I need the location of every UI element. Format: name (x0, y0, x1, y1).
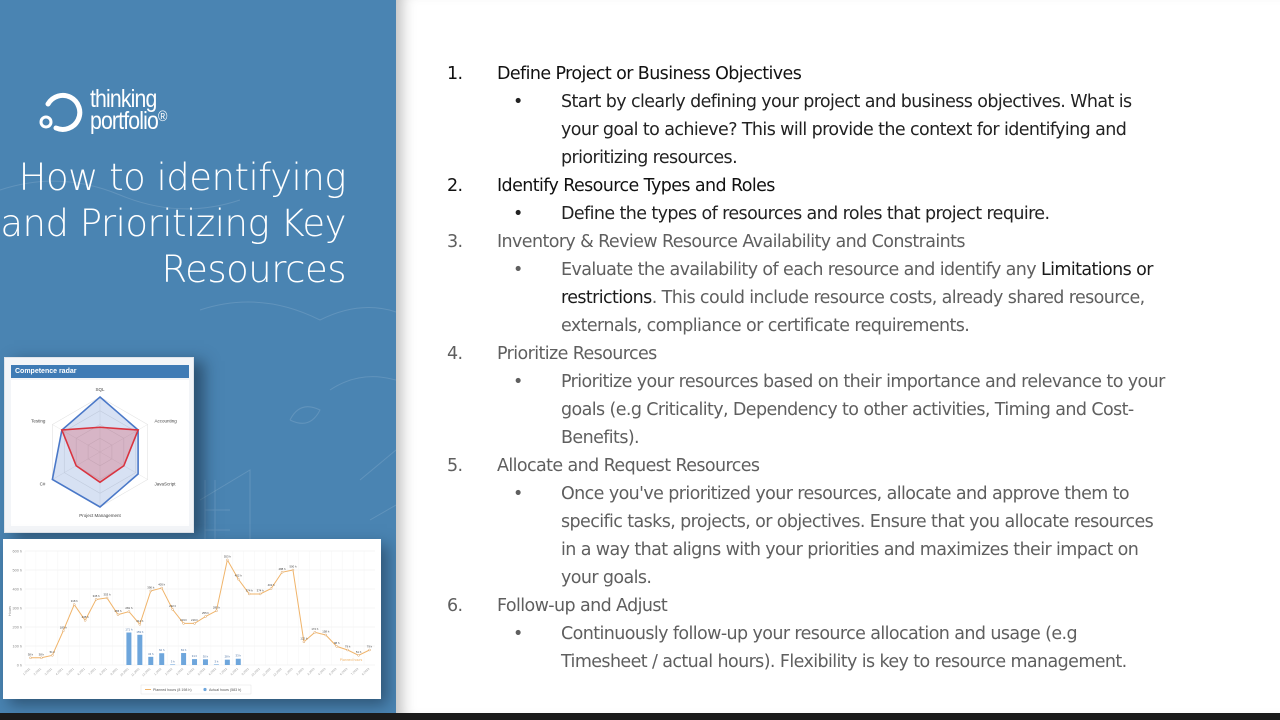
svg-text:171 h: 171 h (125, 627, 133, 632)
step-body-text: Evaluate the availability of each resource and identify any (561, 260, 1042, 280)
svg-text:51 h: 51 h (49, 649, 56, 654)
bullet-icon: • (513, 624, 523, 644)
thinking-portfolio-logo (36, 84, 180, 136)
svg-text:1.2023: 1.2023 (284, 666, 294, 677)
svg-text:292 h: 292 h (169, 604, 177, 609)
svg-text:4.2021: 4.2021 (54, 666, 64, 677)
svg-text:353 h: 353 h (103, 592, 111, 597)
step-body-line: your goal to achieve? This will provide the context for identifying and (561, 120, 1127, 140)
svg-text:9.2021: 9.2021 (109, 666, 119, 677)
y-tick-label: 300 h (12, 606, 22, 611)
svg-text:6.2021: 6.2021 (76, 666, 86, 677)
svg-text:31 h: 31 h (191, 654, 198, 659)
svg-text:390 h: 390 h (147, 585, 155, 590)
svg-text:5.2022: 5.2022 (196, 666, 207, 677)
steps-list (447, 60, 1267, 676)
radar-axis-label: Project Management (79, 513, 121, 518)
bullet-icon: • (513, 92, 523, 112)
step-title: Define Project or Business Objectives (497, 64, 802, 84)
svg-text:158 h: 158 h (322, 629, 330, 634)
svg-text:51 h: 51 h (355, 649, 362, 654)
y-axis-label: Hours (8, 605, 12, 617)
logo-line-2: portfolio (90, 107, 158, 135)
radar-axis-label: Testing (31, 418, 46, 424)
svg-text:374 h: 374 h (256, 588, 264, 593)
svg-text:265 h: 265 h (114, 609, 122, 614)
svg-text:6.2022: 6.2022 (207, 666, 218, 677)
svg-text:1.2021: 1.2021 (21, 666, 32, 677)
y-tick-label: 0 h (16, 663, 22, 668)
svg-text:8.2021: 8.2021 (98, 666, 108, 677)
step-5 (447, 452, 1267, 592)
svg-text:7.2022: 7.2022 (218, 666, 229, 677)
svg-text:28 h: 28 h (224, 654, 231, 659)
title-line: and Prioritizing Key (0, 202, 346, 245)
radar-axis-label: SQL (95, 387, 105, 392)
svg-text:11.2022: 11.2022 (261, 666, 272, 678)
y-tick-label: 200 h (12, 625, 22, 630)
radar-chart (11, 380, 189, 526)
title-panel (0, 0, 396, 713)
title-line: How to identifying (18, 156, 346, 199)
step-body-line: in a way that aligns with your priorities and maximizes their impact on (561, 540, 1139, 560)
bullet-icon: • (513, 204, 523, 224)
svg-text:10.2021: 10.2021 (119, 666, 130, 678)
bullet-icon: • (513, 372, 523, 392)
hours-line-bar-chart (3, 539, 381, 699)
bullet-icon: • (513, 484, 523, 504)
step-body-text: . This could include resource costs, already shared resource, (651, 288, 1145, 308)
svg-text:318 h: 318 h (70, 599, 78, 604)
svg-text:5.2023: 5.2023 (328, 666, 338, 677)
bullet-icon: • (513, 260, 523, 280)
svg-text:180 h: 180 h (59, 625, 67, 630)
registered-mark: ® (157, 108, 167, 125)
step-6 (447, 592, 1267, 676)
svg-text:553 h: 553 h (223, 554, 231, 559)
svg-text:345 h: 345 h (92, 593, 100, 598)
svg-text:43 h: 43 h (148, 651, 154, 656)
radar-chart-svg (11, 380, 189, 526)
step-body-line (561, 284, 1267, 312)
svg-text:7.2021: 7.2021 (87, 666, 97, 677)
svg-text:7.2023: 7.2023 (349, 666, 360, 677)
step-body-emphasis: restrictions (561, 288, 652, 308)
step-title: Prioritize Resources (497, 344, 657, 364)
y-tick-label: 400 h (12, 587, 22, 592)
bottom-bar (0, 713, 1280, 720)
svg-text:79 h: 79 h (366, 644, 373, 649)
svg-text:255 h: 255 h (201, 611, 209, 616)
step-body-line (561, 256, 1267, 284)
svg-text:63 h: 63 h (180, 648, 187, 653)
step-number: 5. (447, 456, 463, 476)
step-number: 4. (447, 344, 463, 364)
competence-radar-card (4, 357, 194, 533)
step-body-line: goals (e.g Criticality, Dependency to other activities, Timing and Cost- (561, 400, 1134, 420)
svg-text:214 h: 214 h (136, 618, 144, 623)
step-title: Identify Resource Types and Roles (497, 176, 775, 196)
svg-text:159 h: 159 h (136, 629, 144, 634)
svg-text:2.2021: 2.2021 (32, 666, 43, 677)
svg-text:374 h: 374 h (245, 588, 253, 593)
svg-text:38 h: 38 h (27, 652, 34, 657)
svg-text:281 h: 281 h (125, 606, 133, 611)
svg-text:285 h: 285 h (212, 605, 220, 610)
svg-text:38 h: 38 h (38, 652, 45, 657)
step-number: 1. (447, 64, 463, 84)
svg-text:405 h: 405 h (158, 582, 166, 587)
svg-text:452 h: 452 h (234, 573, 242, 578)
svg-text:8.2022: 8.2022 (229, 666, 239, 677)
step-body-line: Timesheet / actual hours). Flexibility is key to resource management. (561, 652, 1127, 672)
svg-text:12.2022: 12.2022 (272, 666, 283, 678)
step-1 (447, 60, 1267, 172)
radar-card-header: Competence radar (11, 365, 189, 378)
step-3 (447, 228, 1267, 340)
svg-text:3.2023: 3.2023 (306, 666, 316, 677)
step-body-line: Define the types of resources and roles that project require. (561, 204, 1050, 224)
svg-text:2.2022: 2.2022 (164, 666, 174, 677)
svg-text:9.2022: 9.2022 (240, 666, 250, 677)
logo-line-1: thinking (90, 85, 157, 113)
svg-text:8.2023: 8.2023 (360, 666, 371, 677)
svg-text:98 h: 98 h (333, 640, 340, 645)
svg-text:219 h: 219 h (191, 617, 199, 622)
radar-axis-label: C# (39, 481, 46, 487)
svg-text:500 h: 500 h (289, 564, 297, 569)
logo-ring-icon (36, 84, 88, 136)
svg-text:402 h: 402 h (267, 583, 275, 588)
step-body-line: Benefits). (561, 428, 640, 448)
svg-text:488 h: 488 h (278, 566, 286, 571)
step-body-line: prioritizing resources. (561, 148, 738, 168)
svg-text:2.2023: 2.2023 (295, 666, 305, 677)
svg-text:172 h: 172 h (311, 626, 319, 631)
step-body-line: Start by clearly defining your project and business objectives. What is (561, 92, 1132, 112)
svg-text:4.2022: 4.2022 (185, 666, 196, 677)
svg-text:3 h: 3 h (170, 659, 175, 664)
step-4 (447, 340, 1267, 452)
svg-text:1.2022: 1.2022 (153, 666, 163, 677)
y-tick-label: 600 h (12, 549, 22, 554)
y-tick-label: 500 h (12, 568, 22, 573)
step-body-emphasis: Limitations or (1041, 260, 1153, 280)
step-body-line: your goals. (561, 568, 652, 588)
step-body-line: Prioritize your resources based on their importance and relevance to your (561, 372, 1165, 392)
svg-text:3 h: 3 h (214, 659, 219, 664)
step-body-line: specific tasks, projects, or objectives. Ensure that you allocate resources (561, 512, 1154, 532)
radar-axis-label: Accounting (154, 418, 177, 424)
svg-text:4.2023: 4.2023 (317, 666, 327, 677)
svg-text:219 h: 219 h (180, 617, 188, 622)
svg-text:3.2021: 3.2021 (43, 666, 54, 677)
step-title: Inventory & Review Resource Availability and Constraints (497, 232, 965, 252)
radar-axis-label: JavaScript (154, 481, 176, 487)
step-2 (447, 172, 1267, 228)
svg-text:30 h: 30 h (202, 654, 209, 659)
svg-text:235 h: 235 h (81, 614, 89, 619)
step-number: 3. (447, 232, 463, 252)
step-title: Allocate and Request Resources (497, 456, 760, 476)
slide-title (0, 155, 346, 293)
svg-text:3.2022: 3.2022 (174, 666, 185, 677)
svg-text:5.2021: 5.2021 (65, 666, 75, 677)
svg-text:10.2022: 10.2022 (250, 666, 261, 678)
legend-actual[interactable]: Actual hours (583 h) (209, 688, 242, 692)
svg-text:79 h: 79 h (344, 644, 351, 649)
svg-text:11.2021: 11.2021 (130, 666, 141, 678)
y-tick-label: 100 h (12, 644, 22, 649)
svg-text:6.2023: 6.2023 (339, 666, 349, 677)
svg-text:12.2021: 12.2021 (140, 666, 152, 678)
legend-planned[interactable]: Planned hours (8 198 h) (153, 688, 192, 692)
step-title: Follow-up and Adjust (497, 596, 668, 616)
svg-text:122 h: 122 h (300, 636, 308, 641)
hours-chart-card (3, 539, 381, 699)
chart-annotation: Planned hours (339, 658, 363, 662)
step-number: 6. (447, 596, 463, 616)
title-line: Resources (161, 248, 346, 291)
step-body-line: Continuously follow-up your resource allocation and usage (e.g (561, 624, 1077, 644)
step-number: 2. (447, 176, 463, 196)
step-body-line: Once you've prioritized your resources, allocate and approve them to (561, 484, 1130, 504)
svg-text:62 h: 62 h (158, 648, 165, 653)
svg-text:33 h: 33 h (235, 653, 242, 658)
step-body-line: externals, compliance or certificate requirements. (561, 316, 970, 336)
